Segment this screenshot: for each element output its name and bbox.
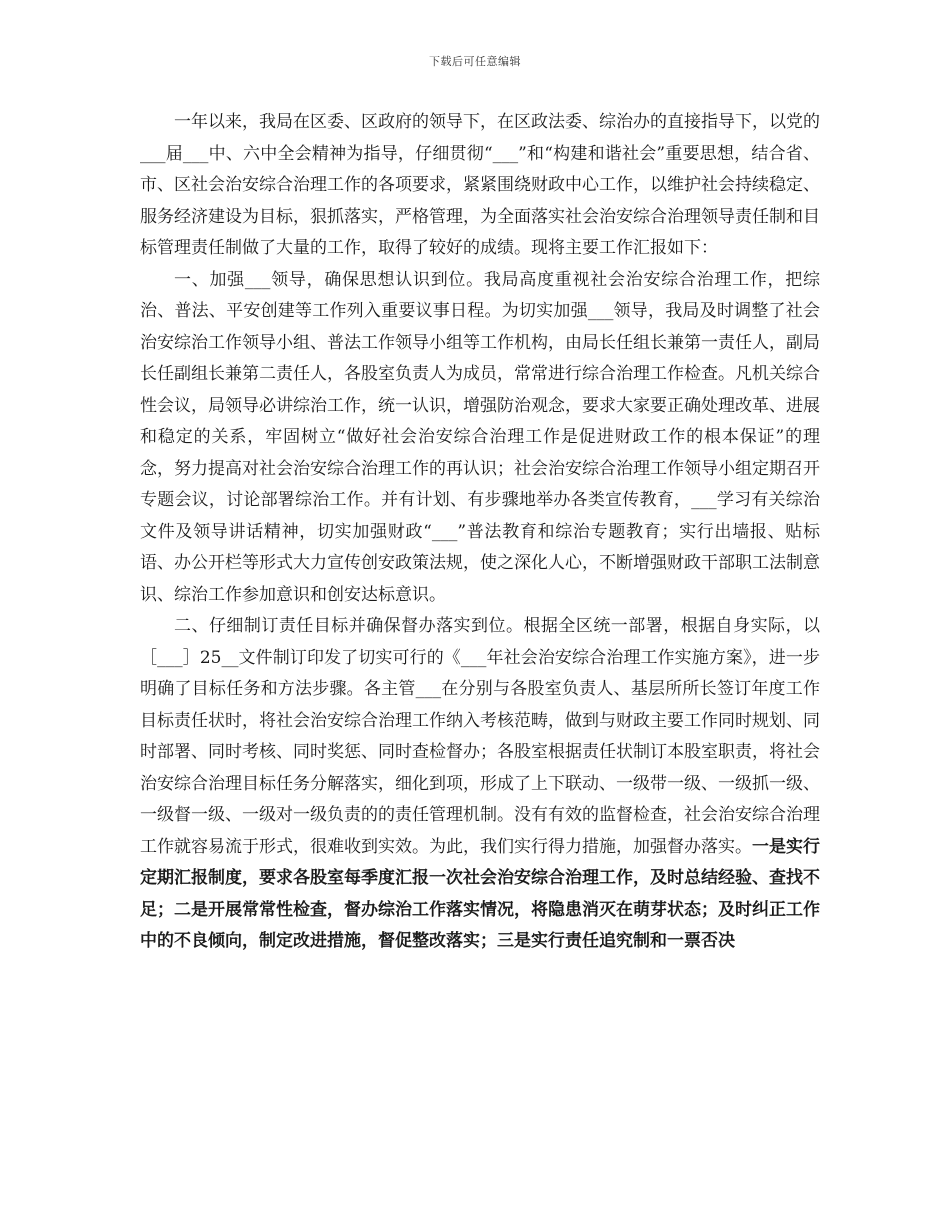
document-body bbox=[140, 107, 820, 958]
paragraph-section-1: 一、加强___领导，确保思想认识到位。我局高度重视社会治安综合治理工作，把综治、普法、平安创建等工作列入重要议事日程。为切实加强___领导，我局及时调整了社会治安综治工作领导小组、普法工作领导小组等工作机构，由局长任组长兼第一责任人，副局长任副组长兼第二责任人，各股室负责人为成员，常常进行综合治理工作检查。凡机关综合性会议，局领导必讲综治工作，统一认识，增强防治观念，要求大家要正确处理改革、进展和稳定的关系，牢固树立“做好社会治安综合治理工作是促进财政工作的根本保证”的理念，努力提高对社会治安综合治理工作的再认识；社会治安综合治理工作领导小组定期召开专题会议，讨论部署综治工作。并有计划、有步骤地举办各类宣传教育，___学习有关综治文件及领导讲话精神，切实加强财政“___”普法教育和综治专题教育；实行出墙报、贴标语、办公开栏等形式大力宣传创安政策法规，使之深化人心，不断增强财政干部职工法制意识、综治工作参加意识和创安达标意识。 bbox=[140, 269, 820, 605]
page-header: 下载后可任意编辑 bbox=[429, 55, 521, 68]
paragraph-section-2 bbox=[140, 611, 820, 958]
paragraph-section-2-text: 二、仔细制订责任目标并确保督办落实到位。根据全区统一部署，根据自身实际，以［___］25__文件制订印发了切实可行的《___年社会治安综合治理工作实施方案》，进一步明确了目标任务和方法步骤。各主管___在分别与各股室负责人、基层所所长签订年度工作目标责任状时，将社会治安综合治理工作纳入考核范畴，做到与财政主要工作同时规划、同时部署、同时考核、同时奖惩、同时查检督办；各股室根据责任状制订本股室职责，将社会治安综合治理目标任务分解落实，细化到项，形成了上下联动、一级带一级、一级抓一级、一级督一级、一级对一级负责的的责任管理机制。没有有效的监督检查，社会治安综合治理工作就容易流于形式，很难收到实效。为此，我们实行得力措施，加强督办落实。 bbox=[140, 616, 820, 857]
paragraph-intro: 一年以来，我局在区委、区政府的领导下，在区政法委、综治办的直接指导下，以党的___届___中、六中全会精神为指导，仔细贯彻“___”和“构建和谐社会”重要思想，结合省、市、区社会治安综合治理工作的各项要求，紧紧围绕财政中心工作，以维护社会持续稳定、服务经济建设为目标，狠抓落实，严格管理，为全面落实社会治安综合治理领导责任制和目标管理责任制做了大量的工作，取得了较好的成绩。现将主要工作汇报如下： bbox=[140, 112, 820, 258]
paragraph-section-2-bold-text: 一是实行定期汇报制度，要求各股室每季度汇报一次社会治安综合治理工作，及时总结经验、查找不足；二是开展常常性检查，督办综治工作落实情况，将隐患消灭在萌芽状态；及时纠正工作中的不良倾向，制定改进措施，督促整改落实；三是实行责任追究制和一票否决 bbox=[140, 836, 820, 951]
